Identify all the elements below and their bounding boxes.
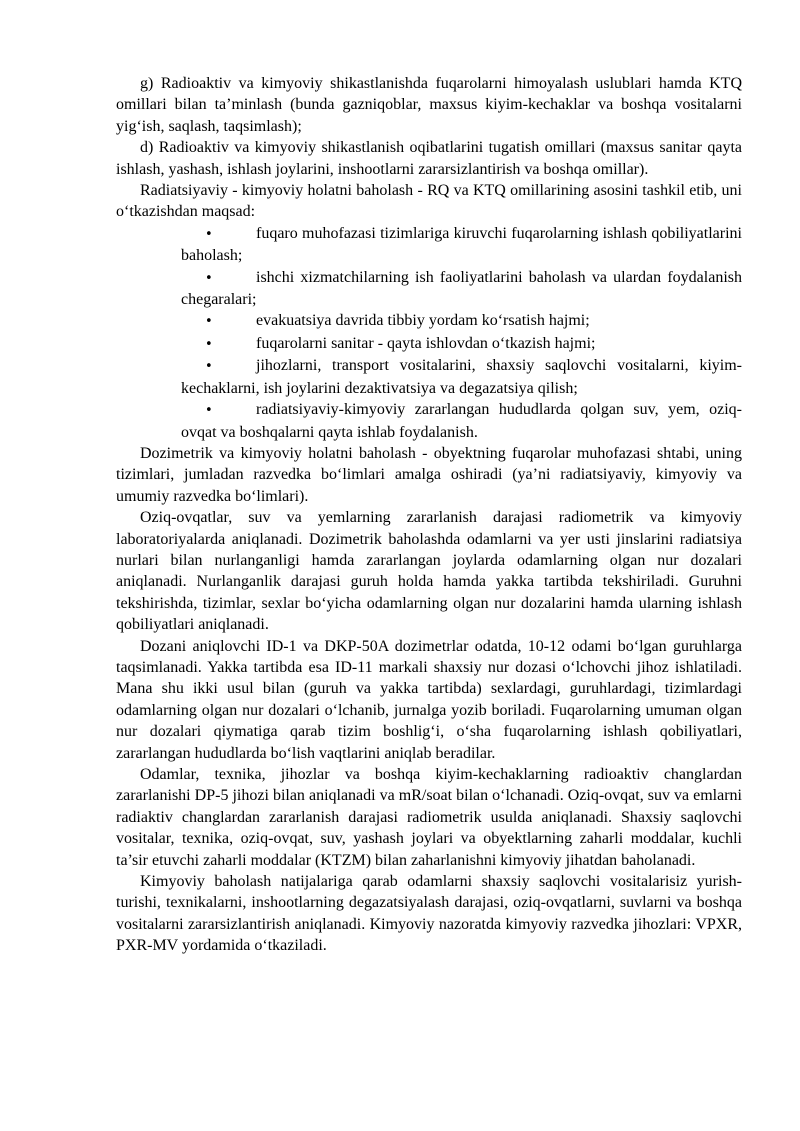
bullet-icon: • xyxy=(205,270,213,286)
paragraph-g: g) Radioaktiv va kimyoviy shikastlanishda fuqarolarni himoyalash uslublari hamda KTQ omillari bilan ta’minlash (bunda gazniqoblar, maxsus kiyim-kechaklar va boshqa vositalarni yig‘ish, saqlash, taqsimlash); xyxy=(116,75,742,135)
bullet-icon: • xyxy=(205,226,213,242)
bullet-text: fuqarolarni sanitar - qayta ishlovdan o‘tkazish hajmi; xyxy=(256,334,596,352)
bullet-text: ishchi xizmatchilarning ish faoliyatlarini baholash va ulardan foydalanish chegaralari; xyxy=(181,268,742,309)
bullet-item xyxy=(181,223,742,267)
bullet-item xyxy=(181,355,742,399)
bullet-list xyxy=(116,223,742,443)
bullet-text: jihozlarni, transport vositalarini, shaxsiy saqlovchi vositalarni, kiyim-kechaklarni, ish joylarini dezaktivatsiya va degazatsiya qilish; xyxy=(181,357,742,397)
bullet-item xyxy=(181,399,742,443)
bullet-icon: • xyxy=(205,403,213,419)
paragraph-oziq-ovqat: Oziq-ovqatlar, suv va yemlarning zararlanish darajasi radiometrik va kimyoviy laboratoriyalarda aniqlanadi. Dozimetrik baholashda odamlarni va yer usti jinslarini radiatsiya nurlari bilan nurlanganligi hamda zararlangan joylarda odamlarning olgan nur dozalari aniqlanadi. Nurlanganlik darajasi guruh holda hamda yakka tartibda tekshiriladi. Guruhni tekshirishda, tizimlar, sexlar bo‘yicha odamlarning olgan nur dozalarini hamda ularning ishlash qobiliyatlari aniqlanadi. xyxy=(116,509,742,634)
bullet-icon: • xyxy=(205,359,213,375)
paragraph-dozimetrik: Dozimetrik va kimyoviy holatni baholash - obyektning fuqarolar muhofazasi shtabi, uning tizimlari, jumladan razvedka bo‘limlari amalga oshiradi (ya’ni radiatsiyaviy, kimyoviy va umumiy razvedka bo‘limlari). xyxy=(116,444,742,505)
bullet-icon: • xyxy=(205,314,213,330)
paragraph-dozani: Dozani aniqlovchi ID-1 va DKP-50A dozimetrlar odatda, 10-12 odami bo‘lgan guruhlarga taqsimlanadi. Yakka tartibda esa ID-11 markali shaxsiy nur dozasi o‘lchovchi jihoz ishlatiladi. Mana shu ikki usul bilan (guruh va yakka tartibda) sexlardagi, guruhlardagi, tizimlardagi odamlarning olgan nur dozalari o‘lchanib, jurnalga yozib boriladi. Fuqarolarning umuman olgan nur dozalari qiymatiga qarab tizim boshlig‘i, o‘sha fuqarolarning ishlash qobiliyatlari, zararlangan hududlarda bo‘lish vaqtlarini aniqlab beradilar. xyxy=(116,637,742,762)
paragraph-odamlar: Odamlar, texnika, jihozlar va boshqa kiyim-kechaklarning radioaktiv changlardan zararlanishi DP-5 jihozi bilan aniqlanadi va mR/soat bilan o‘lchanadi. Oziq-ovqat, suv va emlarni radiaktiv changlardan zararlanish darajasi radiometrik usulda aniqlanadi. Shaxsiy saqlovchi vositalar, texnika, oziq-ovqat, suv, yashash joylari va obyektlarning zaharli moddalar, kuchli ta’sir etuvchi zaharli moddalar (KTZM) bilan zaharlanishni kimyoviy jihatdan baholanadi. xyxy=(116,766,742,869)
bullet-icon: • xyxy=(205,336,213,352)
paragraph-kimyoviy: Kimyoviy baholash natijalariga qarab odamlarni shaxsiy saqlovchi vositalarisiz yurish-turishi, texnikalarni, inshootlarning degazatsiyalash darajasi, oziq-ovqatlarni, suvlarni va boshqa vositalarni zararsizlantirish aniqlanadi. Kimyoviy nazoratda kimyoviy razvedka jihozlari: VPXR, PXR-MV yordamida o‘tkaziladi. xyxy=(116,873,742,955)
bullet-text: evakuatsiya davrida tibbiy yordam ko‘rsatish hajmi; xyxy=(256,312,590,330)
document-page xyxy=(116,73,742,957)
bullet-item xyxy=(181,267,742,311)
bullet-text: fuqaro muhofazasi tizimlariga kiruvchi fuqarolarning ishlash qobiliyatlarini baholash; xyxy=(181,224,742,265)
bullet-item xyxy=(181,310,742,332)
paragraph-intro: Radiatsiyaviy - kimyoviy holatni baholash - RQ va KTQ omillarining asosini tashkil etib, uni o‘tkazishdan maqsad: xyxy=(116,182,742,221)
paragraph-d: d) Radioaktiv va kimyoviy shikastlanish oqibatlarini tugatish omillari (maxsus sanitar qayta ishlash, yashash, ishlash joylarini, inshootlarni zararsizlantirish va boshqa omillar). xyxy=(116,139,742,178)
bullet-text: radiatsiyaviy-kimyoviy zararlangan hududlarda qolgan suv, yem, oziq-ovqat va boshqalarni qayta ishlab foydalanish. xyxy=(181,401,742,441)
bullet-item xyxy=(181,333,742,355)
